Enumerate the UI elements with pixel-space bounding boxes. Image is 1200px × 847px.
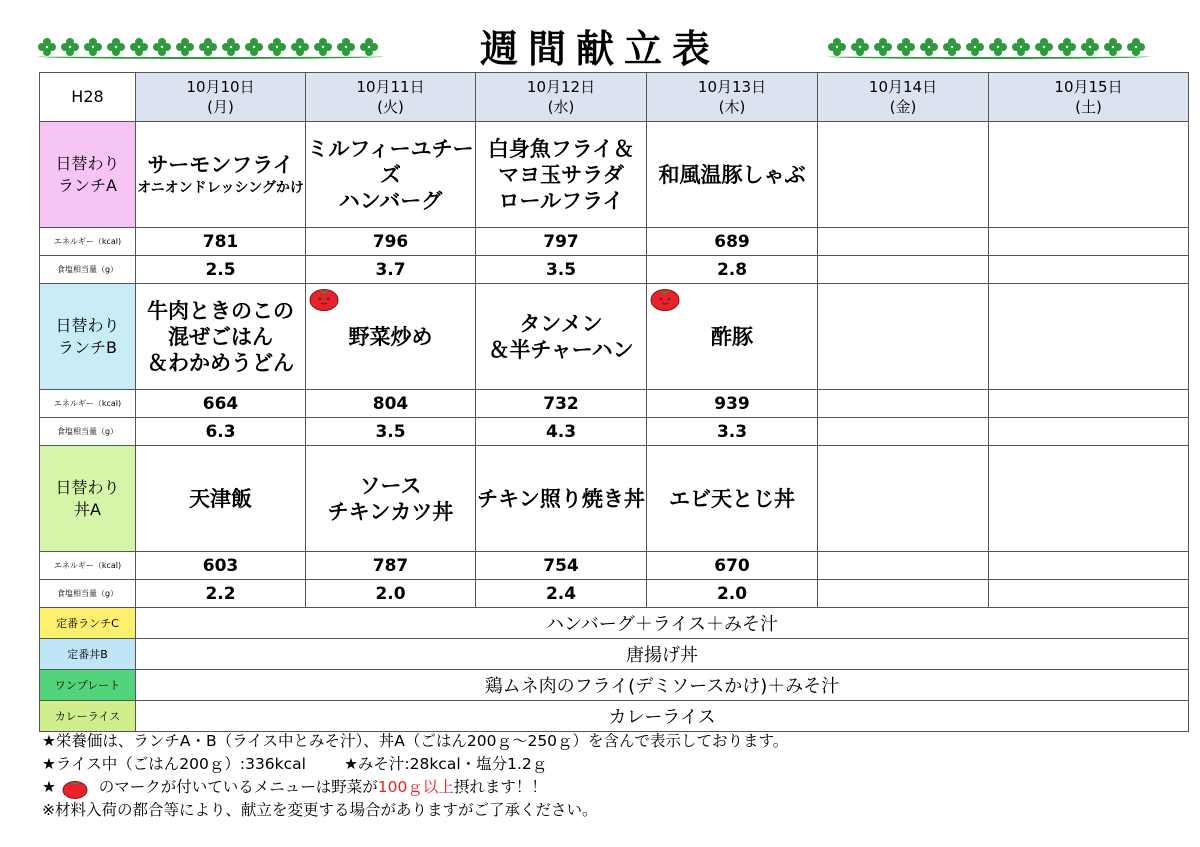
fixed-menu-item: 鶏ムネ肉のフライ(デミソースかけ)＋みそ汁	[136, 670, 1189, 701]
category-line: 丼A	[74, 499, 101, 519]
dish-name: 和風温豚しゃぶ	[658, 162, 806, 187]
fixed-menu-label: カレーライス	[40, 701, 136, 732]
dish-cell	[136, 122, 306, 228]
energy-label: エネルギー（kcal)	[40, 390, 136, 418]
category-line: ランチA	[58, 175, 117, 195]
salt-row	[40, 418, 1189, 446]
salt-value	[818, 418, 989, 446]
dish-name: タンメン ＆半チャーハン	[488, 311, 634, 362]
dish-cell	[647, 122, 818, 228]
salt-value: 3.5	[306, 418, 476, 446]
energy-value	[818, 390, 989, 418]
energy-value: 689	[647, 228, 818, 256]
salt-value	[989, 580, 1189, 608]
era-label: H28	[40, 73, 136, 122]
dish-cell	[647, 446, 818, 552]
note-vegetable-amount: 100ｇ以上	[377, 778, 454, 796]
day-date: 10月10日	[186, 78, 255, 96]
category-line: ランチB	[58, 337, 117, 357]
energy-value: 781	[136, 228, 306, 256]
dish-cell	[306, 446, 476, 552]
salt-label: 食塩相当量（g）	[40, 580, 136, 608]
dish-name: ソース チキンカツ丼	[327, 473, 454, 524]
dish-name: 白身魚フライ＆ マヨ玉サラダ ロールフライ	[487, 136, 635, 213]
salt-value: 6.3	[136, 418, 306, 446]
dish-name: ミルフィーユチーズ ハンバーグ	[307, 136, 474, 213]
energy-row	[40, 228, 1189, 256]
note-vegetable-text: のマークが付いているメニューは野菜が	[98, 778, 378, 796]
category-label	[40, 446, 136, 552]
dish-row	[40, 284, 1189, 390]
energy-value: 797	[476, 228, 647, 256]
salt-value: 4.3	[476, 418, 647, 446]
fixed-menu-item: ハンバーグ＋ライス＋みそ汁	[136, 608, 1189, 639]
dish-row	[40, 122, 1189, 228]
salt-value	[818, 256, 989, 284]
fixed-menu-row	[40, 701, 1189, 732]
day-weekday: (土)	[1075, 98, 1102, 116]
day-date: 10月12日	[526, 78, 596, 96]
dish-cell	[476, 446, 647, 552]
day-date: 10月14日	[868, 78, 938, 96]
fixed-menu-row	[40, 639, 1189, 670]
dish-name: 野菜炒め	[348, 324, 433, 349]
dish-name: チキン照り焼き丼	[477, 486, 645, 511]
salt-value: 2.4	[476, 580, 647, 608]
dish-name: 天津飯	[189, 486, 252, 511]
note-miso: ★みそ汁:28kcal・塩分1.2ｇ	[343, 755, 548, 773]
fixed-menu-item: カレーライス	[136, 701, 1189, 732]
energy-value: 804	[306, 390, 476, 418]
category-label	[40, 122, 136, 228]
day-weekday: (月)	[207, 98, 234, 116]
salt-value	[818, 580, 989, 608]
day-header	[989, 73, 1189, 122]
salt-value	[989, 256, 1189, 284]
dish-cell	[136, 446, 306, 552]
energy-label: エネルギー（kcal)	[40, 552, 136, 580]
salt-value: 3.7	[306, 256, 476, 284]
salt-row	[40, 256, 1189, 284]
energy-value	[989, 390, 1189, 418]
dish-cell	[476, 122, 647, 228]
energy-value: 603	[136, 552, 306, 580]
day-weekday: (木)	[718, 98, 746, 116]
day-weekday: (火)	[377, 98, 404, 116]
salt-value: 3.3	[647, 418, 818, 446]
dish-cell	[476, 284, 647, 390]
dish-cell	[647, 284, 818, 390]
fixed-menu-row	[40, 670, 1189, 701]
dish-name: 牛肉ときのこの 混ぜごはん ＆わかめうどん	[147, 298, 294, 375]
salt-value	[989, 418, 1189, 446]
energy-value: 787	[306, 552, 476, 580]
day-header	[306, 73, 476, 122]
dish-name: 酢豚	[711, 324, 753, 349]
fixed-menu-label: 定番丼B	[40, 639, 136, 670]
salt-label: 食塩相当量（g）	[40, 418, 136, 446]
energy-value: 754	[476, 552, 647, 580]
day-date: 10月11日	[356, 78, 425, 96]
energy-value	[818, 228, 989, 256]
dish-subtitle: オニオンドレッシングかけ	[137, 179, 304, 196]
fixed-menu-label: 定番ランチC	[40, 608, 136, 639]
energy-value: 796	[306, 228, 476, 256]
page-title: 週間献立表	[479, 27, 720, 71]
day-date: 10月15日	[1054, 78, 1123, 96]
dish-cell	[306, 122, 476, 228]
note-rice-miso	[42, 753, 1192, 776]
fixed-menu-row	[40, 608, 1189, 639]
day-header	[476, 73, 647, 122]
tomato-icon	[61, 777, 89, 799]
salt-row	[40, 580, 1189, 608]
tomato-icon	[649, 284, 681, 312]
category-line: 日替わり	[55, 153, 120, 173]
energy-value	[989, 228, 1189, 256]
energy-value: 732	[476, 390, 647, 418]
energy-label: エネルギー（kcal)	[40, 228, 136, 256]
salt-value: 2.8	[647, 256, 818, 284]
salt-value: 2.5	[136, 256, 306, 284]
day-header	[647, 73, 818, 122]
salt-label: 食塩相当量（g）	[40, 256, 136, 284]
tomato-icon	[308, 284, 340, 312]
salt-value: 2.0	[647, 580, 818, 608]
dish-row	[40, 446, 1189, 552]
salt-value: 3.5	[476, 256, 647, 284]
energy-value: 939	[647, 390, 818, 418]
day-weekday: (金)	[889, 98, 917, 116]
energy-value	[818, 552, 989, 580]
dish-name: エビ天とじ丼	[669, 486, 795, 511]
note-disclaimer: ※材料入荷の都合等により、献立を変更する場合がありますがご了承ください。	[42, 801, 598, 819]
menu-table	[39, 72, 1189, 732]
category-line: 日替わり	[55, 315, 120, 335]
category-line: 日替わり	[55, 477, 120, 497]
clover-decoration-right	[828, 38, 1150, 56]
note-vegetable-end: 摂れます！！	[453, 778, 547, 796]
energy-value: 664	[136, 390, 306, 418]
dish-cell	[989, 446, 1189, 552]
fixed-menu-item: 唐揚げ丼	[136, 639, 1189, 670]
day-date: 10月13日	[697, 78, 767, 96]
dish-cell	[818, 284, 989, 390]
dish-cell	[818, 122, 989, 228]
note-vegetable	[42, 776, 1192, 799]
salt-value: 2.0	[306, 580, 476, 608]
notes	[42, 730, 1192, 822]
note-nutrition: ★栄養価は、ランチA・B（ライス中とみそ汁）、丼A（ごはん200ｇ～250ｇ）を含んで表示しております。	[42, 732, 789, 750]
day-header	[136, 73, 306, 122]
header-row	[40, 73, 1189, 122]
energy-value: 670	[647, 552, 818, 580]
dish-cell	[136, 284, 306, 390]
dish-cell	[306, 284, 476, 390]
note-star: ★	[42, 778, 56, 796]
note-rice: ★ライス中（ごはん200ｇ）:336kcal	[42, 755, 306, 773]
day-header	[818, 73, 989, 122]
salt-value: 2.2	[136, 580, 306, 608]
day-weekday: (水)	[547, 98, 575, 116]
energy-row	[40, 552, 1189, 580]
fixed-menu-label: ワンプレート	[40, 670, 136, 701]
dish-name: サーモンフライ	[147, 152, 294, 177]
energy-row	[40, 390, 1189, 418]
clover-decoration-left	[38, 38, 383, 56]
dish-cell	[818, 446, 989, 552]
energy-value	[989, 552, 1189, 580]
category-label	[40, 284, 136, 390]
dish-cell	[989, 284, 1189, 390]
dish-cell	[989, 122, 1189, 228]
